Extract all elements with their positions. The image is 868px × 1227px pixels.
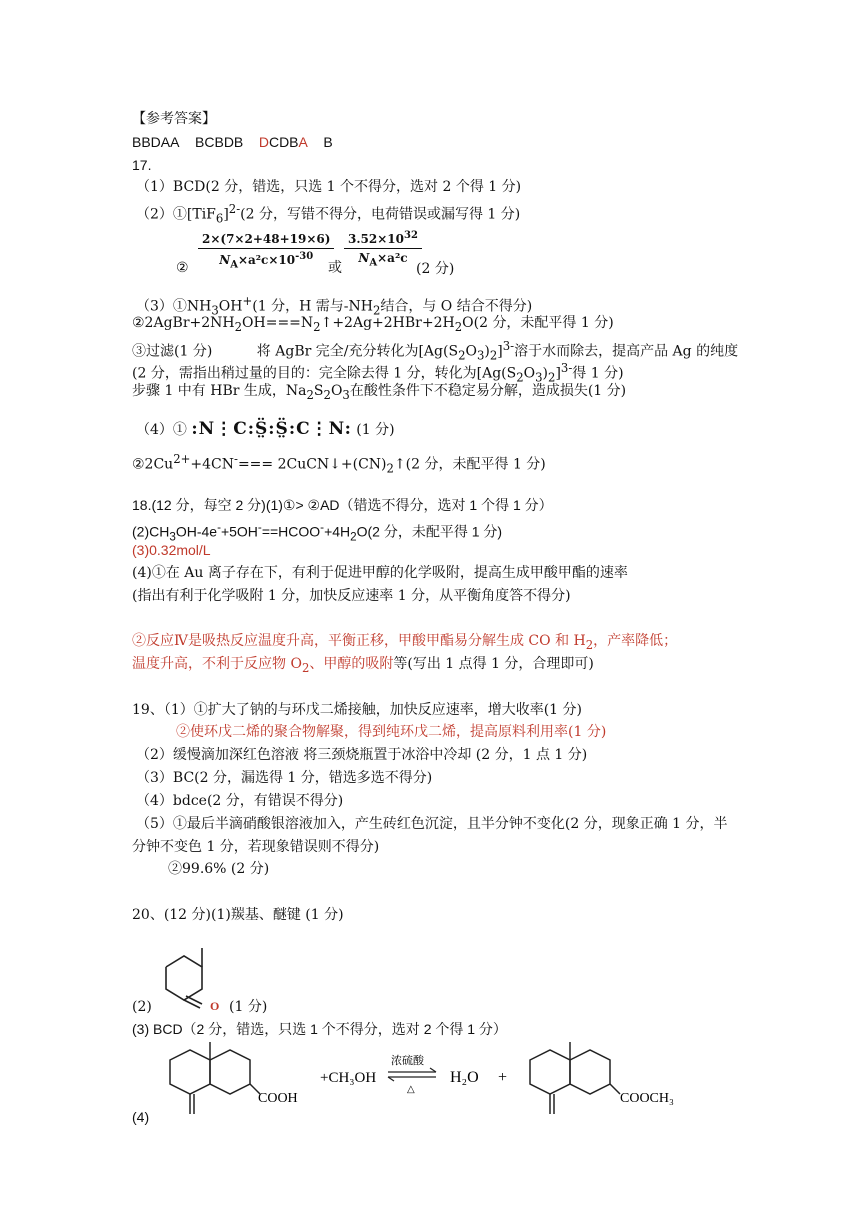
circle-2-marker: ② [176,260,189,276]
q19-part1-1: 19、（1）①扩大了钠的与环戊二烯接触，加快反应速率，增大收率(1 分) [132,702,583,718]
heat-label: △ [407,1084,415,1095]
density-formula-1: $\frac{2\times(7\times 2+48+19\times 6)}{N_A\times a^2c\times 10^{-30}}$ [198,232,334,270]
q19-part5-2: 分钟不变色 1 分，若现象错误则不得分) [132,839,380,855]
q18-part4-1: (4)①在 Au 离子存在下，有利于促进甲醇的化学吸附，提高生成甲酸甲酯的速率 [132,565,628,581]
q18-part4-4: 温度升高，不利于反应物 $O_2$、甲醇的吸附等(写出 1 点得 1 分，合理即可) [132,656,594,675]
plus-sign: + [498,1069,508,1086]
esterification-equation [150,1042,710,1122]
q20-part2-label: (2) [132,999,152,1015]
q17-part4-2: $②2Cu^{2+}+4CN^-===$ $2CuCN↓+(CN)_2↑(2$ 分，未配平得 1 分) [132,452,546,476]
q18-part4-2: (指出有利于化学吸附 1 分，加快反应速率 1 分，从平衡角度答不得分) [132,588,571,604]
q17-part3-2: $②2AgBr+2NH_2OH===N_2↑+2Ag+2HBr+2H_2O(2$ 分，未配平得 1 分) [132,315,614,334]
q17-part4-1: （4）① :N⋮C:S̤̈:S̤̈:C⋮N: (1 分) [136,419,395,439]
q17-part2: $(2)①[TiF_6]^{2-}(2$ 分，写错不得分，电荷错误或漏写得 1 分) [136,202,521,226]
q20-part4-label: (4) [132,1109,150,1125]
methylcyclohexanone-structure [150,942,230,1012]
q17-number: 17. [132,157,152,173]
q19-part4: （4）bdce(2 分，有错误不得分) [136,793,344,809]
q17-part3-1: $(3)①NH_3OH^+(1$ 分，H 需与$-NH_2$结合，与 O 结合不得分) [136,294,533,318]
methanol-label: +CH₃OH [320,1070,377,1086]
q19-part5-3: ②99.6% (2 分) [168,861,270,877]
q18-part4-3: ②反应Ⅳ是吸热反应温度升高，平衡正移，甲酸甲酯易分解生成 CO 和 $H_2$，产率降低； [132,633,678,652]
q17-part3-4: (2 分，需指出稍过量的目的：完全除去得 1 分，转化为$[Ag(S_2O_3)_2]^{3-}$得 1 分) [132,361,624,385]
q17-part3-5: 步骤 1 中有 HBr 生成，$Na_2S_2O_3$在酸性条件下不稳定易分解，造成损失(1 分) [132,383,627,402]
q19-part5-1: （5）①最后半滴硝酸银溶液加入，产生砖红色沉淀，且半分钟不变化(2 分，现象正确 1 分，半 [136,816,728,832]
q19-part2: （2）缓慢滴加深红色溶液 将三颈烧瓶置于冰浴中冷却 (2 分，1 点 1 分) [136,747,588,763]
mc-answers: BBDAA BCBDB DCDBA B [132,134,333,150]
q20-part3: (3) BCD（2 分，错选，只选 1 个不得分，选对 2 个得 1 分） [132,1021,507,1037]
lewis-structure: :N⋮C:S̤̈:S̤̈:C⋮N: [191,419,352,439]
catalyst-label: 浓硫酸 [391,1055,424,1067]
cooh-label: COOH [258,1091,298,1106]
reactant-structure [170,1042,260,1114]
q17-part3-3: ③过滤(1 分) 将 AgBr 完全/充分转化为$[Ag(S_2O_3)_2]^{3-}$溶于水而除去，提高产品 Ag 的纯度 [132,339,739,363]
q19-part3: （3）BC(2 分，漏选得 1 分，错选多选不得分) [136,770,433,786]
answer-header: 【参考答案】 [132,111,216,127]
or-label: 或 [328,260,342,276]
density-formula-2: $\frac{3.52\times 10^{32}}{N_A\times a^2c}$ [344,230,422,268]
q18-part2: $(2)CH_3OH-4e^-+5OH^-==HCOO^-+4H_2O(2$ 分，未配平得 1 分) [132,521,503,544]
q18-part3: (3)0.32mol/L [132,542,211,558]
q20-part2-score: (1 分) [229,999,268,1015]
formula-score: (2 分) [416,261,455,277]
cooch3-label: COOCH₃ [620,1091,674,1106]
water-label: H₂O [450,1069,479,1086]
q20-part1: 20、(12 分)(1)羰基、醚键 (1 分) [132,907,344,923]
ketone-oxygen-label: O [210,999,220,1012]
q18-part1: 18.(12 分，每空 2 分)(1)①> ②AD（错选不得分，选对 1 个得 1 分） [132,497,553,513]
product-structure [530,1042,620,1114]
q17-part1: （1）BCD(2 分，错选，只选 1 个不得分，选对 2 个得 1 分) [136,179,522,195]
q19-part1-2: ②使环戊二烯的聚合物解聚，得到纯环戊二烯，提高原料利用率(1 分) [176,724,607,740]
